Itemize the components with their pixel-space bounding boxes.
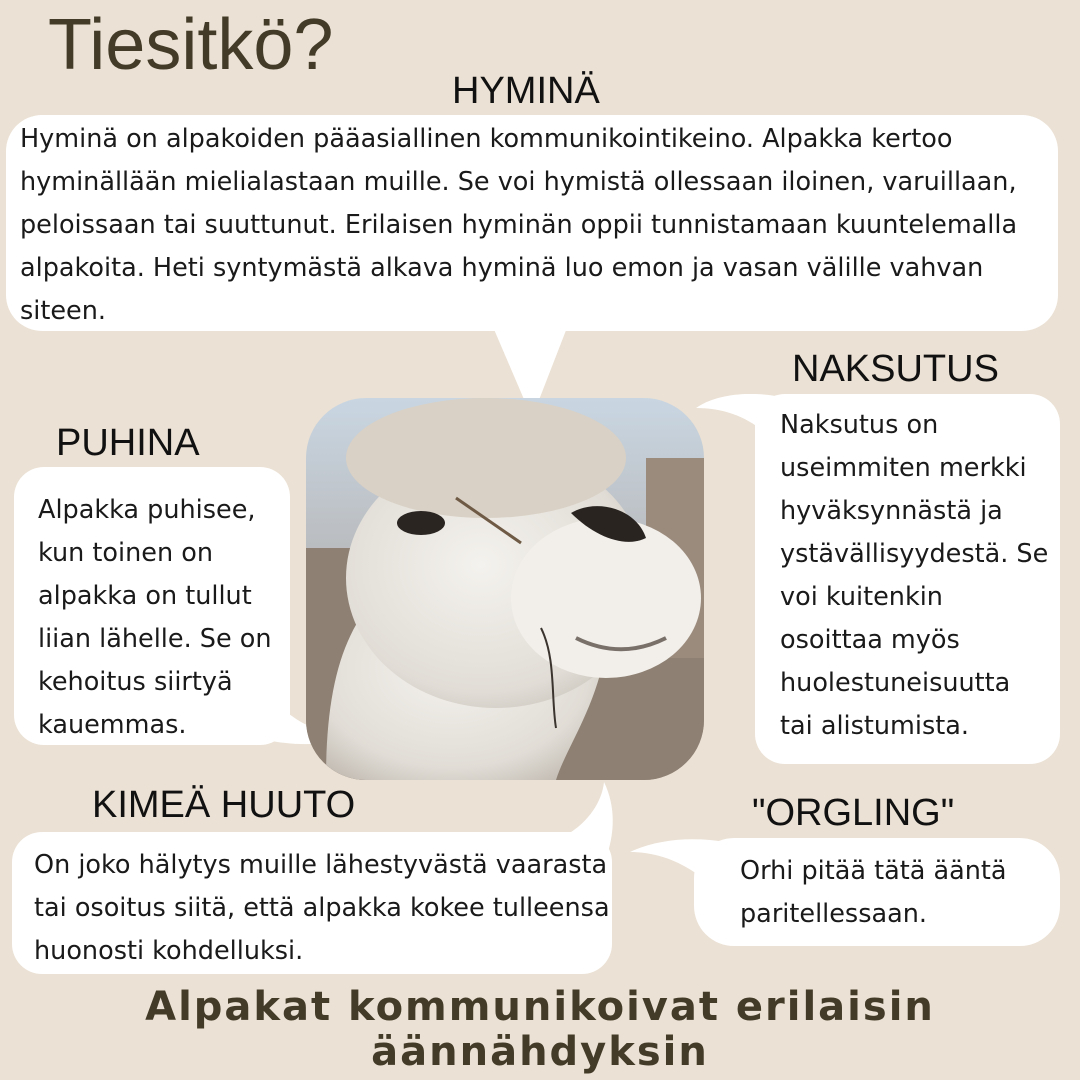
footer-caption: Alpakat kommunikoivat erilaisin äännähdyksin	[145, 984, 935, 1075]
kimea-text: On joko hälytys muille lähestyvästä vaarasta tai osoitus siitä, että alpakka kokee tulleensa huonosti kohdelluksi.	[34, 850, 610, 966]
naksutus-bubble	[755, 394, 1060, 764]
hymina-heading: HYMINÄ	[452, 70, 600, 112]
puhina-heading: PUHINA	[56, 422, 200, 464]
kimea-bubble	[12, 832, 612, 974]
page-title: Tiesitkö?	[48, 5, 334, 85]
kimea-heading: KIMEÄ HUUTO	[92, 784, 356, 826]
naksutus-heading: NAKSUTUS	[792, 348, 999, 390]
hymina-text: Hyminä on alpakoiden pääasiallinen kommunikointikeino. Alpakka kertoo hyminällään mielialastaan muille. Se voi hymistä ollessaan iloinen, varuillaan, peloissaan tai suuttunut. Erilaisen hyminän oppii tunnistamaan kuuntelemalla alpakoita. Heti syntymästä alkava hyminä luo emon ja vasan välille vahvan siteen.	[20, 124, 1018, 326]
alpaca-face-icon	[306, 398, 704, 780]
puhina-bubble	[14, 467, 290, 745]
orgling-text: Orhi pitää tätä ääntä paritellessaan.	[740, 856, 1007, 929]
orgling-bubble	[694, 838, 1060, 946]
alpaca-photo	[306, 398, 704, 780]
naksutus-text: Naksutus on useimmiten merkki hyväksynnästä ja ystävällisyydestä. Se voi kuitenkin osoittaa myös huolestuneisuutta tai alistumista.	[780, 410, 1049, 741]
puhina-text: Alpakka puhisee, kun toinen on alpakka on tullut liian lähelle. Se on kehoitus siirtyä kauemmas.	[38, 495, 272, 740]
orgling-heading: "ORGLING"	[752, 792, 955, 834]
hymina-bubble	[6, 115, 1058, 331]
